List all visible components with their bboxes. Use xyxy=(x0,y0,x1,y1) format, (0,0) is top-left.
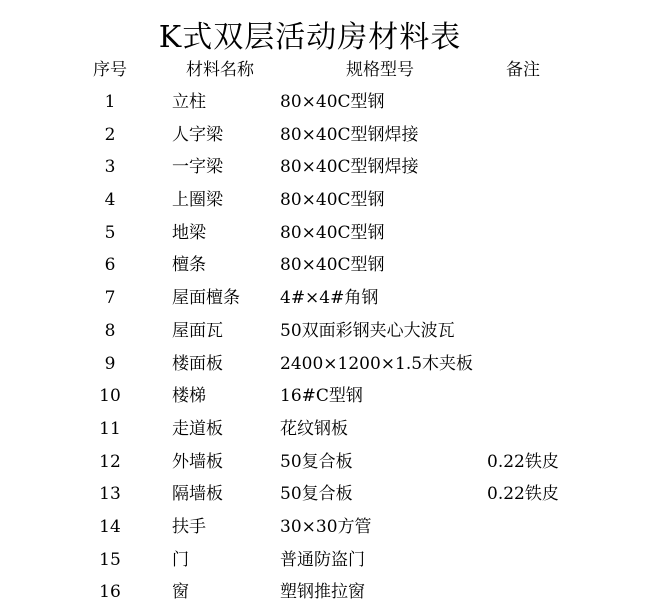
cell-spec: 80×40C型钢 xyxy=(280,92,385,112)
cell-no: 7 xyxy=(104,288,116,309)
cell-no: 13 xyxy=(99,484,121,505)
cell-name: 隔墙板 xyxy=(172,484,223,505)
cell-no: 8 xyxy=(104,320,116,341)
material-table xyxy=(0,86,648,609)
cell-name: 窗 xyxy=(172,582,189,603)
cell-no: 4 xyxy=(104,190,116,211)
cell-no: 10 xyxy=(99,386,121,407)
cell-name: 人字梁 xyxy=(172,124,223,145)
table-row xyxy=(0,119,648,152)
table-row xyxy=(0,511,648,544)
cell-note: 0.22铁皮 xyxy=(487,451,559,472)
cell-name: 扶手 xyxy=(172,516,206,537)
table-row xyxy=(0,86,648,119)
cell-name: 走道板 xyxy=(172,418,223,439)
cell-name: 檀条 xyxy=(172,255,206,276)
cell-name: 一字梁 xyxy=(172,157,223,178)
cell-no: 14 xyxy=(99,516,121,537)
table-row xyxy=(0,478,648,511)
table-row xyxy=(0,184,648,217)
cell-spec: 普通防盗门 xyxy=(280,549,365,570)
table-row xyxy=(0,380,648,413)
cell-name: 楼梯 xyxy=(172,386,206,407)
cell-name: 外墙板 xyxy=(172,451,223,472)
header-no: 序号 xyxy=(93,60,127,80)
cell-name: 屋面瓦 xyxy=(172,320,223,341)
cell-no: 2 xyxy=(104,124,116,145)
cell-no: 1 xyxy=(104,92,116,112)
table-row xyxy=(0,151,648,184)
table-row xyxy=(0,282,648,315)
cell-no: 12 xyxy=(99,451,121,472)
page-title: K式双层活动房材料表 xyxy=(158,20,462,55)
cell-spec: 80×40C型钢 xyxy=(280,190,385,211)
cell-spec: 4#×4#角钢 xyxy=(280,288,379,309)
table-row xyxy=(0,576,648,609)
header-name: 材料名称 xyxy=(186,60,254,80)
header-note: 备注 xyxy=(506,60,540,80)
cell-no: 5 xyxy=(104,222,116,243)
cell-name: 楼面板 xyxy=(172,353,223,374)
table-row xyxy=(0,315,648,348)
cell-spec: 50双面彩钢夹心大波瓦 xyxy=(280,320,455,341)
cell-no: 3 xyxy=(104,157,116,178)
table-header xyxy=(0,58,648,82)
table-row xyxy=(0,217,648,250)
cell-no: 15 xyxy=(99,549,121,570)
cell-spec: 16#C型钢 xyxy=(280,386,363,407)
cell-name: 立柱 xyxy=(172,92,206,112)
table-row xyxy=(0,348,648,381)
cell-spec: 80×40C型钢 xyxy=(280,222,385,243)
cell-spec: 塑钢推拉窗 xyxy=(280,582,365,603)
table-row xyxy=(0,413,648,446)
cell-name: 门 xyxy=(172,549,189,570)
cell-spec: 2400×1200×1.5木夹板 xyxy=(280,353,474,374)
table-row xyxy=(0,446,648,479)
cell-spec: 80×40C型钢 xyxy=(280,255,385,276)
cell-name: 上圈梁 xyxy=(172,190,223,211)
cell-spec: 80×40C型钢焊接 xyxy=(280,124,419,145)
cell-spec: 花纹钢板 xyxy=(280,418,348,439)
cell-no: 6 xyxy=(104,255,116,276)
table-row xyxy=(0,544,648,577)
cell-spec: 50复合板 xyxy=(280,451,353,472)
cell-no: 16 xyxy=(99,582,121,603)
header-spec: 规格型号 xyxy=(346,60,414,80)
table-row xyxy=(0,249,648,282)
cell-no: 9 xyxy=(104,353,116,374)
cell-spec: 30×30方管 xyxy=(280,516,372,537)
cell-no: 11 xyxy=(99,418,121,439)
cell-note: 0.22铁皮 xyxy=(487,484,559,505)
cell-spec: 80×40C型钢焊接 xyxy=(280,157,419,178)
cell-spec: 50复合板 xyxy=(280,484,353,505)
cell-name: 地梁 xyxy=(172,222,206,243)
cell-name: 屋面檀条 xyxy=(172,288,240,309)
